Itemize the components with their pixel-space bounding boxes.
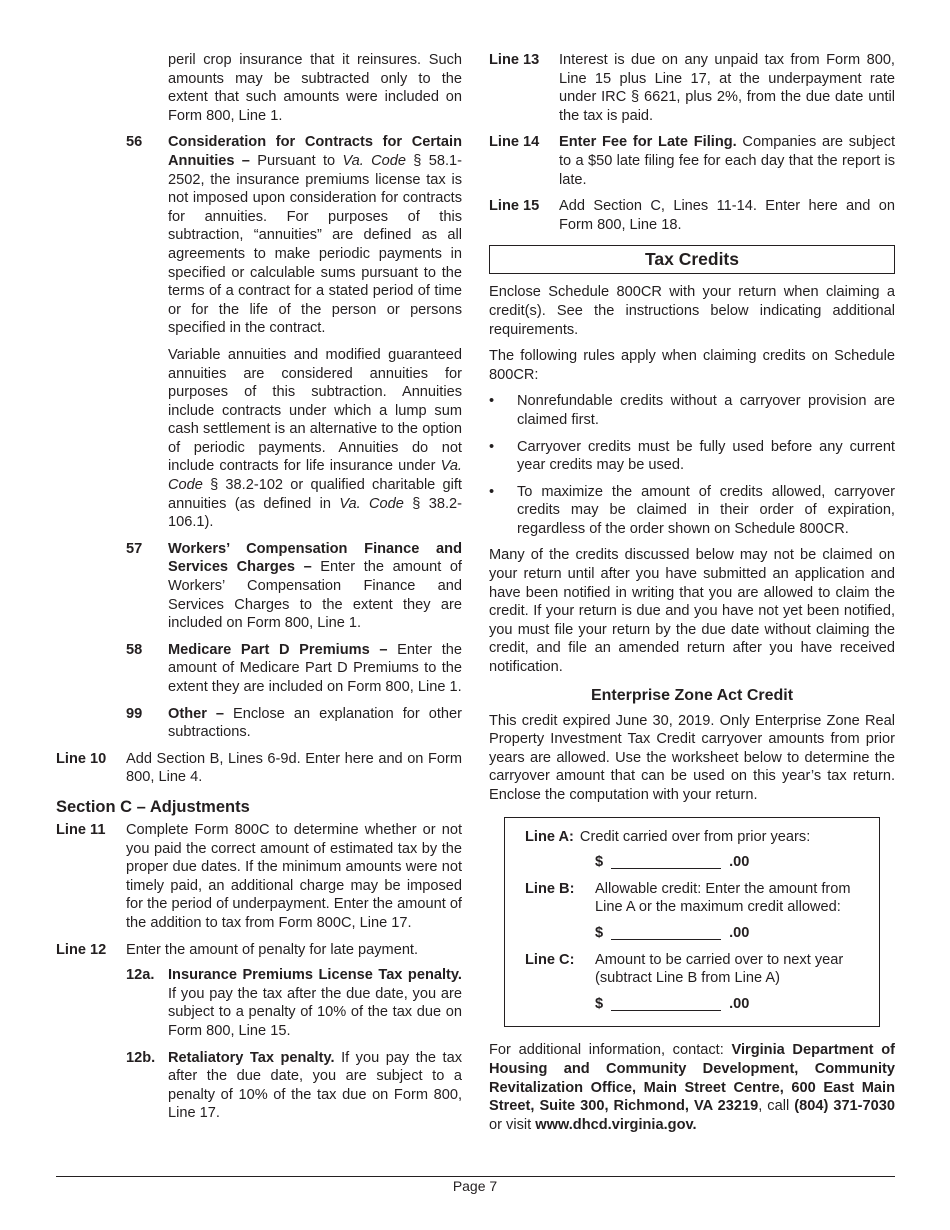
section-c-heading: Section C – Adjustments: [56, 797, 250, 816]
item-56-paragraph-2: Variable annuities and modified guaranteed annuities are considered annuities for purposes of this subtraction. Annuities include contracts under which a lump sum cash settlement is an alternative to the option of periodic payments. Annuities do not include contracts for life insurance under Va. Code § 38.2-102 or qualified charitable gift annuities (as defined in Va. Code § 38.2-106.1).: [168, 346, 462, 531]
item-number: 99: [126, 705, 143, 722]
line-label: Line 12: [56, 941, 107, 958]
worksheet-label: Line A:: [525, 828, 574, 845]
worksheet-line-b: Line B: Allowable credit: Enter the amount from Line A or the maximum credit allowed:: [525, 880, 851, 916]
line-label: Line 14: [489, 134, 540, 151]
item-title: Consideration for Contracts for Certain Annuities –: [168, 134, 462, 169]
carryover-worksheet: [504, 817, 880, 1028]
tax-credits-heading: Tax Credits: [489, 245, 895, 274]
contact-website-link[interactable]: www.dhcd.virginia.gov.: [535, 1116, 697, 1133]
contact-phone: (804) 371-7030: [794, 1098, 895, 1115]
line-label: Line 11: [56, 821, 106, 838]
item-number: 12a.: [126, 967, 155, 984]
continued-paragraph: peril crop insurance that it reinsures. Such amounts may be subtracted only to the extent that such amounts were included on Form 800, Line 1.: [168, 52, 462, 124]
line-label: Line 13: [489, 52, 540, 68]
enterprise-zone-heading: Enterprise Zone Act Credit: [590, 686, 794, 704]
worksheet-line-a: Line A: Credit carried over from prior years:: [525, 828, 811, 845]
line-13: Line 13 Interest is due on any unpaid tax from Form 800, Line 15 plus Line 17, at the underpayment rate under IRC § 6621, plus 2%, from the due date until the tax is paid.: [489, 52, 895, 124]
page-number: Page 7: [452, 1178, 498, 1194]
item-title: Insurance Premiums License Tax penalty.: [168, 967, 462, 984]
item-57: 57 Workers’ Compensation Finance and Services Charges – Enter the amount of Workers’ Compensation Finance and Services Charges to the extent they are included on Form 800, Line 1.: [126, 540, 462, 632]
line-label: Line 15: [489, 198, 540, 215]
item-title: Workers’ Compensation Finance and Services Charges –: [168, 540, 462, 576]
worksheet-line-c: Line C: Amount to be carried over to next year (subtract Line B from Line A): [525, 951, 844, 987]
bullet-item: • Nonrefundable credits without a carryover provision are claimed first.: [489, 393, 895, 428]
contact-organization: Virginia Department of Housing and Community Development, Community Revitalization Office, Main Street Centre, 600 East Main Street, Suite 300, Richmond, VA 23219: [489, 1042, 895, 1115]
item-number: 58: [126, 641, 143, 658]
amount-field-c[interactable]: $ .00: [595, 995, 750, 1012]
item-12a: 12a. Insurance Premiums License Tax penalty. If you pay the tax after the due date, you are subject to a penalty of 10% of the tax due on Form 800, Line 15.: [126, 967, 462, 1039]
item-12b: 12b. Retaliatory Tax penalty. If you pay the tax after the due date, you are subject to a penalty of 10% of the tax due on Form 800, Line 17.: [126, 1049, 462, 1122]
tax-credits-intro: Enclose Schedule 800CR with your return when claiming a credit(s). See the instructions below indicating additional requirements.: [489, 284, 895, 338]
bullet-item: • To maximize the amount of credits allowed, carryover credits may be claimed in their order of expiration, regardless of the order shown on Schedule 800CR.: [489, 483, 895, 537]
item-56: 56 Consideration for Contracts for Certain Annuities – Pursuant to Va. Code § 58.1-2502, the insurance premiums license tax is not imposed upon consideration for contracts for annuities. For purposes of this subtraction, “annuities” are defined as all agreements to make periodic payments in specified or calculable sums pursuant to the terms of a contract for a stated period of time or for the life of the person or persons specified in the contract. Variable annuities and modified guaranteed annuities are considered annuities for purposes of this subtraction. Annuities include contracts under which a lump sum cash settlement is an alternative to the option of periodic payments. Annuities do not include contracts for life insurance under Va. Code § 38.2-102 or qualified charitable gift annuities (as defined in Va. Code § 38.2-106.1).: [126, 134, 462, 531]
tax-credits-rules: The following rules apply when claiming credits on Schedule 800CR:: [489, 348, 895, 383]
line-label: Line 10: [56, 750, 107, 767]
item-number: 56: [126, 134, 143, 151]
amount-field-b[interactable]: $ .00: [595, 924, 750, 941]
amount-blank[interactable]: [611, 853, 721, 869]
right-column: [489, 51, 895, 1134]
line-11: Line 11 Complete Form 800C to determine whether or not you paid the correct amount of estimated tax by the proper due dates. If the minimum amounts were not timely paid, an additional charge may be imposed for the period of underpayment. Enter the amount of the addition to tax from Form 800C, Line 17.: [56, 821, 462, 931]
item-number: 12b.: [126, 1049, 156, 1066]
item-58: 58 Medicare Part D Premiums – Enter the amount of Medicare Part D Premiums to the extent they are included on Form 800, Line 1.: [126, 641, 462, 695]
amount-blank[interactable]: [611, 995, 721, 1011]
amount-field-a[interactable]: $ .00: [595, 854, 750, 871]
bullet-marker: •: [489, 438, 495, 455]
item-99: 99 Other – Enclose an explanation for other subtractions.: [126, 705, 462, 741]
enterprise-zone-paragraph: This credit expired June 30, 2019. Only Enterprise Zone Real Property Investment Tax Credit carryover amounts from prior years are allowed. Use the worksheet below to determine the carryover amount that can be used on this year’s tax return. Enclose the computation with your return.: [489, 712, 895, 803]
item-title: Medicare Part D Premiums –: [168, 641, 388, 658]
line-15: Line 15 Add Section C, Lines 11-14. Enter here and on Form 800, Line 18.: [489, 198, 895, 233]
credits-notice: Many of the credits discussed below may not be claimed on your return until after you have submitted an application and have been notified in writing that you are allowed to claim the credit. If your return is due and you have not yet been notified, you must file your return by the due date without claiming the credit, and file an amended return after you have received notification.: [489, 547, 895, 676]
bullet-marker: •: [489, 483, 495, 500]
line-10: Line 10 Add Section B, Lines 6-9d. Enter here and on Form 800, Line 4.: [56, 750, 462, 786]
bullet-item: • Carryover credits must be fully used before any current year credits may be used.: [489, 438, 895, 474]
amount-blank[interactable]: [611, 924, 721, 940]
bullet-marker: •: [489, 393, 495, 410]
contact-paragraph: For additional information, contact: Virginia Department of Housing and Community Development, Community Revitalization Office, Main Street Centre, 600 East Main Street, Suite 300, Richmond, VA 23219, call (804) 371-7030 or visit www.dhcd.virginia.gov.: [489, 1042, 895, 1133]
worksheet-label: Line C:: [525, 951, 575, 968]
left-column: [56, 51, 462, 1123]
line-12: Line 12 Enter the amount of penalty for late payment.: [56, 941, 419, 958]
item-title: Other –: [168, 705, 225, 722]
item-title: Retaliatory Tax penalty.: [168, 1049, 335, 1066]
item-number: 57: [126, 540, 143, 557]
worksheet-label: Line B:: [525, 880, 575, 897]
line-14: Line 14 Enter Fee for Late Filing. Companies are subject to a $50 late filing fee for each day that the report is late.: [489, 134, 895, 188]
line-title: Enter Fee for Late Filing.: [559, 134, 737, 151]
